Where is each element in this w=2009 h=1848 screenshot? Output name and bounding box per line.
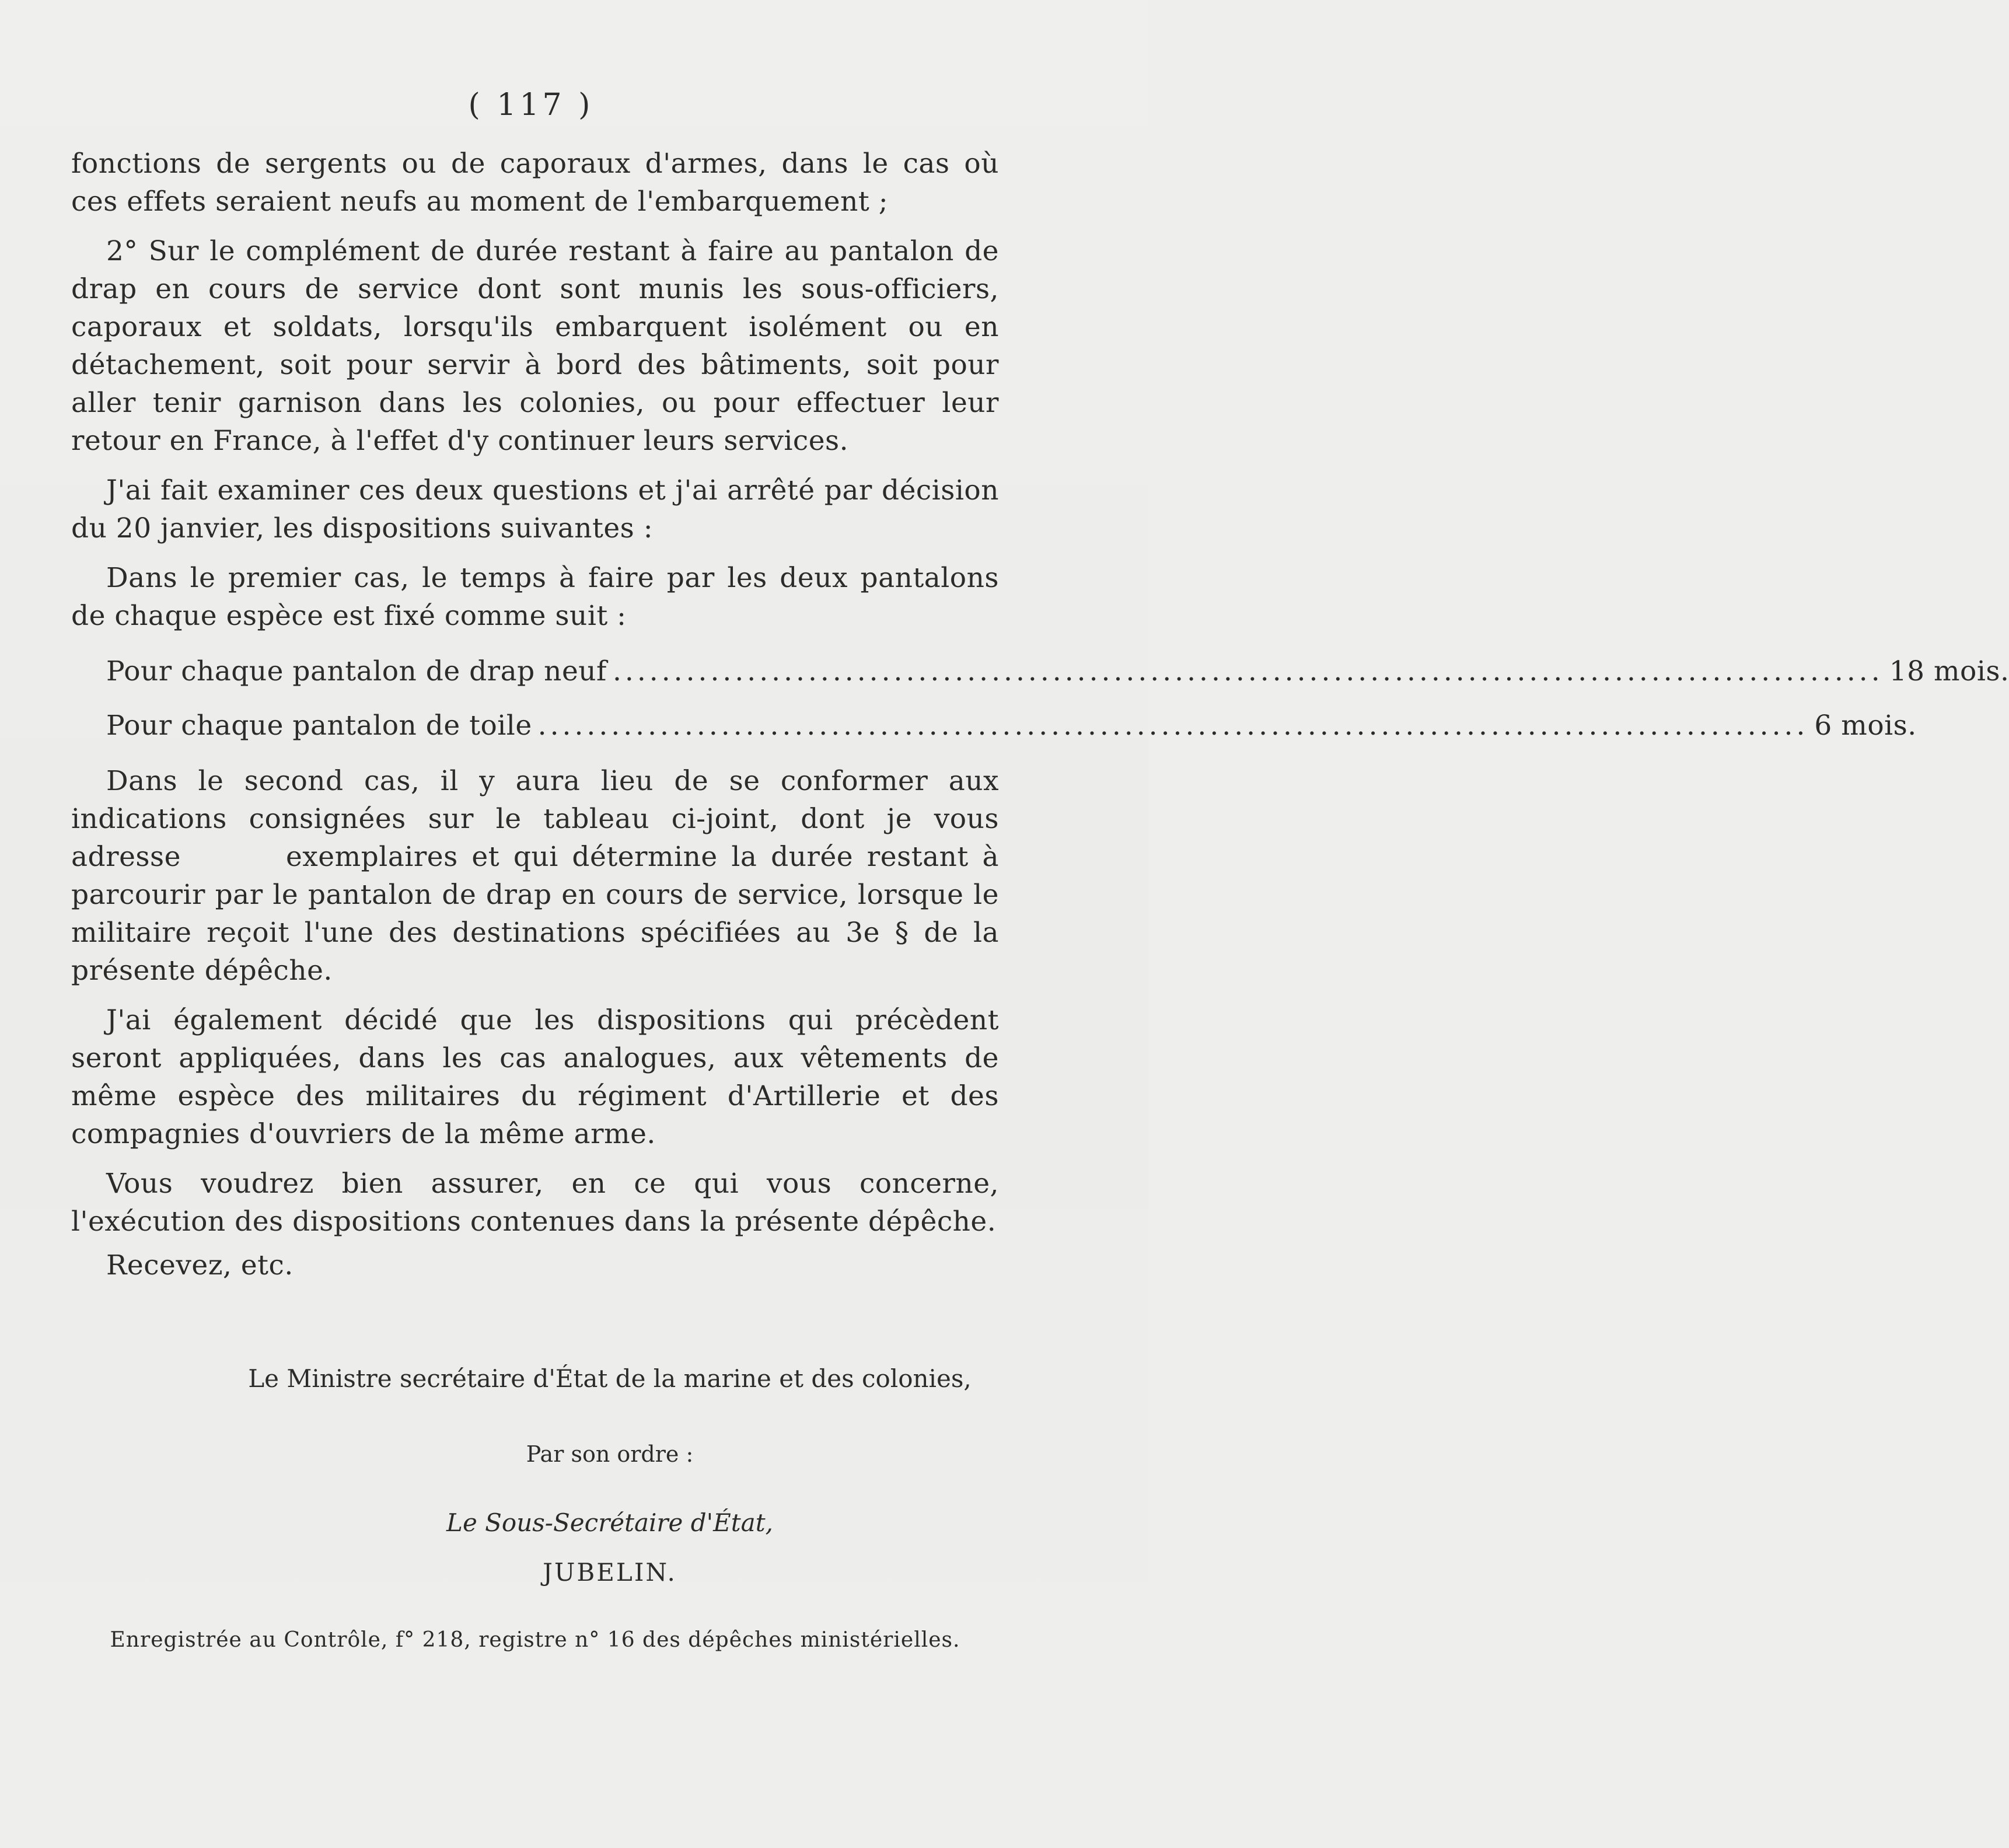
paragraph-7: Vous voudrez bien assurer, en ce qui vous concerne, l'exécution des dispositions contenues dans la présente dépêche. [71,1168,999,1238]
paragraph-4: Dans le premier cas, le temps à faire par les deux pantalons de chaque espèce est fixé comme suit : [71,562,999,632]
item-value: 18 mois. [1889,655,2009,687]
signatory-title: Le Sous-Secrétaire d'État, [446,1508,773,1537]
paragraph-6: J'ai également décidé que les dispositions qui précèdent seront appliquées, dans les cas analogues, aux vêtements de même espèce des militaires du régiment d'Artillerie et des compagnies d'ouvriers de la même arme. [71,1004,999,1150]
paragraph-3: J'ai fait examiner ces deux questions et j'ai arrêté par décision du 20 janvier, les dispositions suivantes : [71,474,999,544]
item-line-1 [106,652,2009,690]
item-line-2 [106,707,1917,745]
registration-note: Enregistrée au Contrôle, f° 218, registre n° 16 des dépêches ministérielles. [110,1628,960,1652]
body-text [71,145,2009,1284]
leader-dots: ........................................................................................................ [612,655,1884,687]
paragraph-2: 2° Sur le complément de durée restant à faire au pantalon de drap en cours de service dont sont munis les sous-officiers, caporaux et soldats, lorsqu'ils embarquent isolément ou en détachement, soit pour servir à bord des bâtiments, soit pour aller tenir garnison dans les colonies, ou pour effectuer leur retour en France, à l'effet d'y continuer leurs services. [71,235,999,457]
signatory-name: JUBELIN. [543,1558,677,1587]
item-value: 6 mois. [1814,710,1917,742]
page-number: ( 117 ) [468,88,594,123]
item-label: Pour chaque pantalon de toile [106,710,532,742]
minister-line: Le Ministre secrétaire d'État de la marine et des colonies, [248,1364,972,1393]
item-label: Pour chaque pantalon de drap neuf [106,655,607,687]
leader-dots: ........................................................................................................ [537,710,1809,742]
paragraph-5-start: Dans le second cas, il y aura lieu de se conformer aux indications consignées sur le tableau ci-joint, dont je vous adresse [71,765,999,873]
paragraph-5 [71,762,999,990]
paragraph-1: fonctions de sergents ou de caporaux d'armes, dans le cas où ces effets seraient neufs au moment de l'embarquement ; [71,148,999,218]
order-line: Par son ordre : [526,1441,694,1467]
paragraph-5-end: exemplaires et qui détermine la durée restant à parcourir par le pantalon de drap en cours de service, lorsque le militaire reçoit l'une des destinations spécifiées au 3e § de la présente dépêche. [71,841,999,987]
paragraph-8: Recevez, etc. [106,1249,294,1281]
